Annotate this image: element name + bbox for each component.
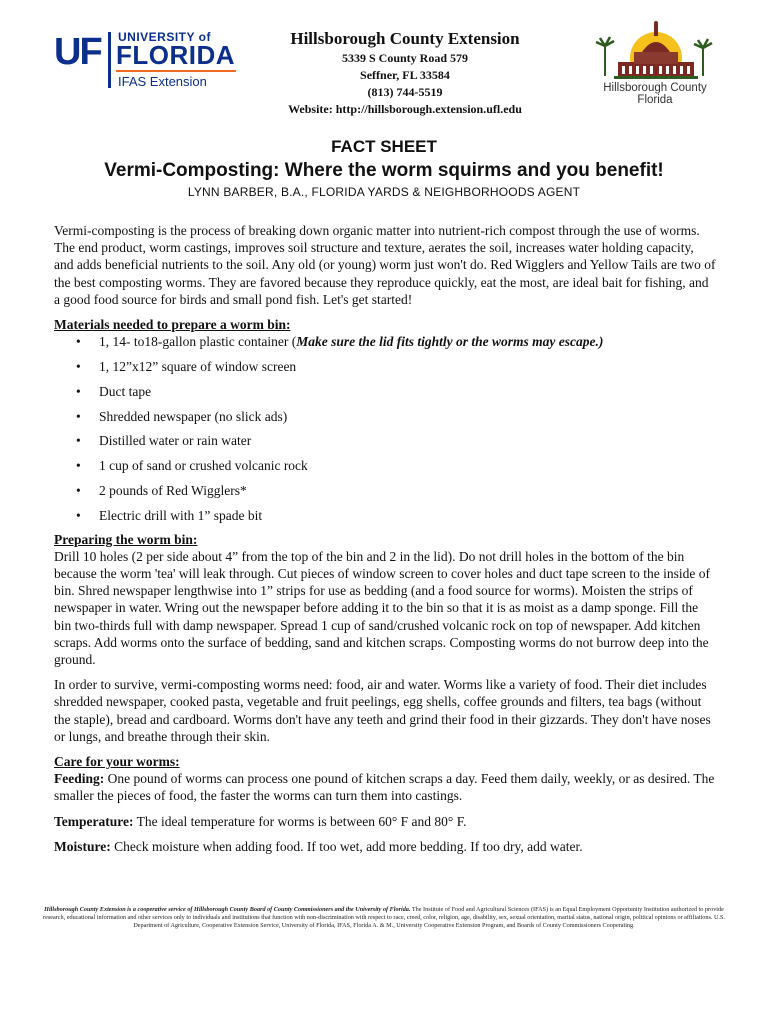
materials-item-note: Make sure the lid fits tightly or the worms may escape.): [296, 334, 604, 350]
list-item: • 2 pounds of Red Wigglers*: [99, 482, 716, 499]
uf-logo-divider: [108, 32, 111, 88]
uf-logo-university: UNIVERSITY of: [118, 30, 211, 44]
office-header: [240, 28, 570, 118]
care-heading: Care for your worms:: [54, 754, 180, 770]
materials-heading: Materials needed to prepare a worm bin:: [54, 317, 291, 333]
office-city: Seffner, FL 33584: [360, 68, 450, 82]
document-author: LYNN BARBER, B.A., FLORIDA YARDS & NEIGHBORHOODS AGENT: [187, 185, 581, 199]
materials-list: [54, 333, 716, 524]
office-name: Hillsborough County Extension: [290, 29, 520, 48]
footer-emphasis: Hillsborough County Extension is a cooperative service of Hillsborough County Board of County Commissioners and the University of Florida.: [44, 906, 411, 913]
temperature-text: The ideal temperature for worms is between 60° F and 80° F.: [133, 813, 467, 829]
county-courthouse-icon: [594, 18, 716, 82]
county-logo-text: [594, 82, 716, 106]
list-item: • 1 cup of sand or crushed volcanic rock: [99, 457, 716, 474]
county-logo-state: Florida: [637, 94, 673, 106]
moisture-paragraph: [54, 838, 716, 855]
list-item: • Distilled water or rain water: [99, 432, 716, 449]
temperature-label: Temperature:: [54, 813, 134, 829]
uf-logo-unit: IFAS Extension: [118, 74, 207, 89]
preparing-heading: Preparing the worm bin:: [54, 531, 198, 547]
office-phone: (813) 744-5519: [367, 85, 443, 99]
feeding-paragraph: [54, 770, 716, 804]
list-item: [99, 333, 716, 350]
hillsborough-county-logo: [594, 18, 716, 110]
list-item: • Duct tape: [99, 383, 716, 400]
uf-ifas-logo: [54, 30, 240, 90]
feeding-label: Feeding:: [54, 771, 105, 787]
document-title: Vermi-Composting: Where the worm squirms and you benefit!: [104, 160, 664, 181]
document-body: [54, 222, 716, 863]
uf-logo-state: FLORIDA: [116, 40, 236, 70]
list-item: • Shredded newspaper (no slick ads): [99, 408, 716, 425]
preparing-paragraph: Drill 10 holes (2 per side about 4” from the top of the bin and 2 in the lid). Do not drill holes in the bottom of the bin because the worm 'tea' will leak through. Cut pieces of window screen to cover holes and duct tape screen to the inside of bin. Shred newspaper lengthwise into 1” strips for use as bedding (and a food source for worms). Moisten the strips of newspaper in water. Wring out the newspaper before adding it to the bin so that it is as moist as a damp sponge. Fill the bin two-thirds full with damp newspaper. Spread 1 cup of sand/crushed volcanic rock on top of newspaper. Add kitchen scraps. Add worms onto the surface of bedding, sand and kitchen scraps. Composting worms do not burrow deep into the ground.: [54, 548, 711, 668]
materials-item-text: 1, 14- to18-gallon plastic container (: [99, 334, 297, 350]
list-item: • 1, 12”x12” square of window screen: [99, 358, 716, 375]
footer-text: The Institute of Food and Agricultural Sciences (IFAS) is an Equal Employment Opportunity Institution authorized to provide research, educational information and other services only to individuals and institutions that function with non-discrimination with respect to race, creed, color, religion, age, disability, sex, sexual orientation, marital status, national origin, political opinions or affiliations. U.S. Department of Agriculture, Cooperative Extension Service, University of Florida, IFAS, Florida A. & M., University Cooperative Extension Program, and Boards of County Commissioners Cooperating.: [43, 906, 725, 929]
office-website: Website: http://hillsborough.extension.ufl.edu: [288, 102, 522, 116]
uf-logo-mark: UF: [54, 31, 101, 73]
temperature-paragraph: [54, 813, 716, 830]
moisture-label: Moisture:: [54, 838, 111, 854]
document-label: FACT SHEET: [331, 137, 437, 156]
legal-footer: [40, 906, 728, 930]
intro-paragraph: Vermi-composting is the process of breaking down organic matter into nutrient-rich compost through the use of worms. The end product, worm castings, improves soil structure and texture, aerates the soil, increases water holding capacity, and adds beneficial nutrients to the soil. Any old (or young) worm just won't do. Red Wigglers and Yellow Tails are two of the best composting worms. They are favored because they reproduce quickly, eat the most, are ideal bait for fishing, and a good food source for birds and small pond fish. Let's get started!: [54, 223, 716, 307]
worm-needs-paragraph: In order to survive, vermi-composting worms need: food, air and water. Worms like a variety of food. Their diet includes shredded newspaper, cooked pasta, vegetable and fruit peelings, egg shells, coffee grounds and filters, tea bags (without the staple), bread and cardboard. Worms don't have any teeth and grind their food in their gizzards. They don't have noses or lungs, and breathe through their skin.: [54, 677, 711, 744]
title-block: [0, 137, 768, 200]
moisture-text: Check moisture when adding food. If too wet, add more bedding. If too dry, add water.: [110, 838, 583, 854]
uf-logo-accent-line: [116, 70, 236, 72]
county-logo-name: Hillsborough County: [603, 82, 707, 94]
list-item: • Electric drill with 1” spade bit: [99, 507, 716, 524]
office-address: 5339 S County Road 579: [341, 51, 469, 65]
feeding-text: One pound of worms can process one pound of kitchen scraps a day. Feed them daily, weekly, or as desired. The smaller the pieces of food, the faster the worms can turn them into castings.: [54, 771, 715, 804]
